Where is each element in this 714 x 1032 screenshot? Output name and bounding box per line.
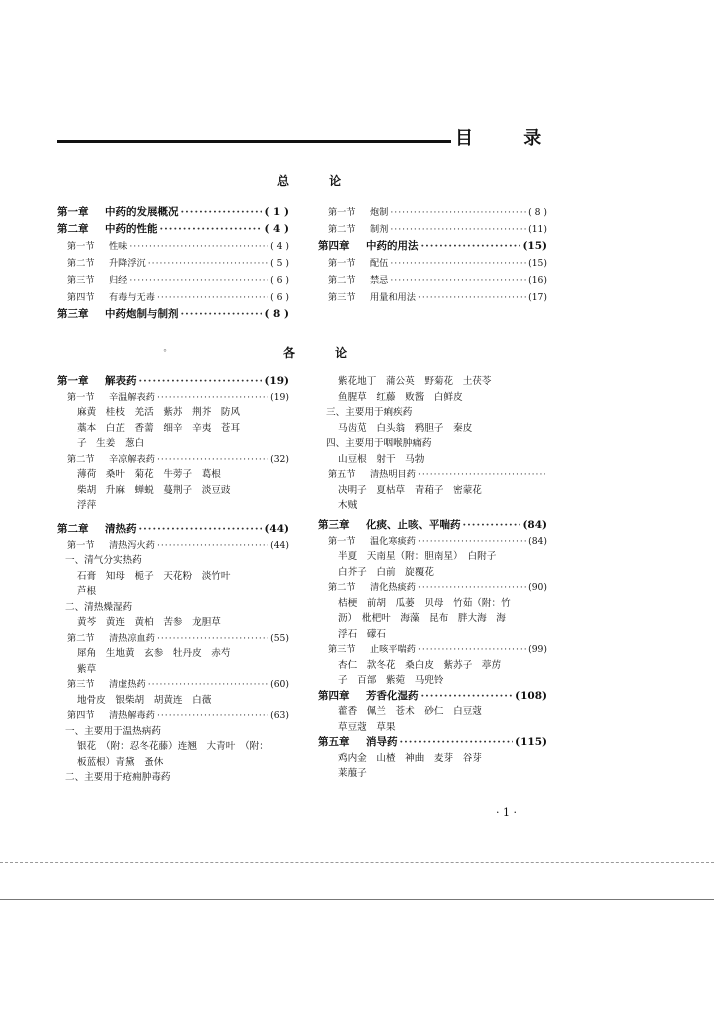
toc-specific-right-lower [318,518,547,782]
subcategory-heading: 一、主要用于温热病药 [65,725,161,737]
herb-list-line: 柴胡 升麻 蝉蜕 蔓荆子 淡豆豉 [77,484,231,496]
entry-page: (84) [528,535,547,547]
toc-section-entry [318,289,547,306]
entry-title: 温化寒痰药 [370,535,416,547]
scan-speck: ° [163,348,167,357]
entry-number: 第三节 [328,292,356,303]
entry-page: (63) [270,710,289,721]
entry-page: ( 8 ) [264,308,289,320]
leader-dots [463,518,521,534]
herb-list-line: 紫草 [77,663,97,675]
leader-dots [418,467,545,483]
entry-number: 第四节 [67,710,95,721]
entry-number: 第三章 [57,308,89,320]
leader-dots [181,204,263,221]
entry-title: 解表药 [105,375,137,387]
entry-number: 第一节 [328,258,356,269]
entry-page: (55) [270,632,289,644]
entry-page: ( 4 ) [270,241,289,252]
entry-page: (99) [528,644,547,655]
footer-rule [0,899,714,900]
entry-page: (90) [528,582,547,593]
entry-number: 第二节 [67,258,95,269]
leader-dots [418,642,526,658]
herb-list-line: 浮石 礞石 [338,628,386,640]
page-number: · 1 · [496,806,517,819]
herb-list-line: 木贼 [338,500,358,511]
entry-title: 炮制 [370,207,389,218]
toc-chapter-entry [57,204,289,221]
herb-list-line: 子 生姜 葱白 [77,438,145,449]
leader-dots [148,677,268,693]
entry-number: 第三节 [67,275,95,286]
section-heading-specific: 各 论 [283,346,366,360]
leader-dots [157,452,268,468]
entry-title: 止咳平喘药 [370,644,416,655]
toc-chapter-entry [57,522,289,538]
toc-section-entry [57,272,289,289]
toc-section-entry [318,204,547,221]
header-rule [57,140,451,143]
toc-specific-left-lower [57,522,289,786]
entry-number: 第三节 [67,679,95,690]
entry-page: (19) [270,391,289,403]
entry-page: (44) [270,539,289,551]
herb-list-line: 草豆蔻 草果 [338,721,396,733]
entry-number: 第二节 [67,453,95,465]
entry-number: 第一节 [328,207,356,218]
subcategory-heading: 二、主要用于疮痈肿毒药 [65,772,171,783]
toc-chapter-entry [318,238,547,255]
entry-number: 第四章 [318,689,350,702]
toc-section-entry [57,390,289,406]
entry-title: 消导药 [366,736,398,748]
entry-title: 中药的发展概况 [105,206,179,218]
entry-page: (11) [528,224,547,235]
entry-page: ( 6 ) [270,292,289,303]
subcategory-heading: 三、主要用于痢疾药 [326,407,413,418]
leader-dots [418,580,526,596]
entry-number: 第二节 [328,582,356,593]
herb-list-line: 地骨皮 银柴胡 胡黄连 白薇 [77,694,212,706]
toc-specific-left-upper [57,374,289,514]
toc-section-entry [318,272,547,289]
entry-title: 禁忌 [370,275,389,286]
entry-page: (19) [264,375,289,387]
entry-number: 第一节 [67,241,95,252]
toc-chapter-entry [318,518,547,534]
subcategory-heading: 一、清气分实热药 [65,555,142,566]
leader-dots [421,689,514,705]
entry-number: 第一节 [67,391,95,403]
entry-page: (44) [264,523,289,535]
entry-page: (108) [515,689,547,702]
herb-list-line: 紫花地丁 蒲公英 野菊花 土茯苓 [338,376,492,387]
herb-list-line: 芦根 [77,586,97,597]
entry-page: (60) [270,679,289,690]
toc-section-entry [57,677,289,693]
footer-rule-dashed [0,862,714,863]
entry-title: 清热凉血药 [109,632,155,644]
leader-dots [129,238,268,255]
toc-chapter-entry [57,374,289,390]
herb-list-line: 浮萍 [77,500,97,511]
herb-list-line: 白芥子 白前 旋覆花 [338,566,434,578]
entry-page: (15) [522,240,547,252]
entry-title: 归经 [109,275,128,286]
entry-title: 性味 [109,241,128,252]
leader-dots [418,534,526,550]
toc-chapter-entry [318,735,547,751]
entry-title: 制剂 [370,224,389,235]
herb-list-line: 半夏 天南星（附：胆南星） 白附子 [338,551,497,562]
toc-section-entry [57,538,289,554]
entry-number: 第二章 [57,523,89,535]
herb-list-line: 银花 （附：忍冬花藤）连翘 大青叶 （附： [77,741,269,752]
entry-title: 化痰、止咳、平喘药 [366,519,461,531]
entry-number: 第三章 [318,519,350,531]
herb-list-line: 藁本 白芷 香薷 细辛 辛夷 苍耳 [77,422,241,434]
toc-section-entry [57,289,289,306]
subcategory-heading: 二、清热燥湿药 [65,601,133,613]
leader-dots [129,272,268,289]
herb-list-line: 犀角 生地黄 玄参 牡丹皮 赤芍 [77,648,231,659]
toc-chapter-entry [57,306,289,323]
entry-number: 第二节 [328,224,356,235]
entry-number: 第三节 [328,644,356,655]
entry-page: (32) [270,453,289,465]
entry-title: 辛温解表药 [109,391,155,403]
herb-list-line: 沥） 枇杷叶 海藻 昆布 胖大海 海 [338,613,506,624]
toc-chapter-entry [57,221,289,238]
toc-general-left [57,204,289,323]
entry-page: (16) [528,275,547,286]
subcategory-heading: 四、主要用于咽喉肿痛药 [326,438,432,449]
toc-section-entry [57,631,289,647]
leader-dots [181,306,263,323]
leader-dots [390,255,526,272]
herb-list-line: 藿香 佩兰 苍术 砂仁 白豆蔻 [338,706,482,717]
leader-dots [157,390,268,406]
entry-title: 升降浮沉 [109,258,146,269]
toc-section-entry [318,642,547,658]
herb-list-line: 桔梗 前胡 瓜蒌 贝母 竹茹（附：竹 [338,597,511,609]
leader-dots [157,289,268,306]
entry-number: 第一章 [57,375,89,387]
toc-chapter-entry [318,689,547,705]
leader-dots [139,374,263,390]
toc-section-entry [318,467,547,483]
toc-section-entry [318,255,547,272]
leader-dots [418,289,526,306]
leader-dots [157,631,268,647]
entry-page: ( 6 ) [270,275,289,286]
leader-dots [390,221,526,238]
page-title: 目 录 [455,128,564,149]
entry-title: 配伍 [370,258,389,269]
leader-dots [148,255,268,272]
herb-list-line: 薄荷 桑叶 菊花 牛蒡子 葛根 [77,469,221,480]
entry-title: 清热泻火药 [109,539,155,551]
entry-page: ( 4 ) [264,223,289,235]
entry-page: ( 1 ) [264,206,289,218]
leader-dots [139,522,263,538]
entry-number: 第五节 [328,469,356,480]
entry-number: 第一章 [57,206,89,218]
entry-title: 清化热痰药 [370,582,416,593]
toc-general-right [318,204,547,306]
entry-number: 第二章 [57,223,89,235]
entry-title: 辛凉解表药 [109,453,155,465]
herb-list-line: 板蓝根）青黛 蚤休 [77,756,164,768]
entry-title: 清热明目药 [370,469,416,480]
toc-section-entry [318,534,547,550]
leader-dots [160,221,263,238]
toc-section-entry [57,708,289,724]
entry-page: ( 8 ) [528,207,547,218]
herb-list-line: 黄芩 黄连 黄柏 苦参 龙胆草 [77,617,221,628]
leader-dots [390,204,526,221]
entry-page: (115) [515,736,547,748]
toc-section-entry [57,452,289,468]
entry-number: 第一节 [328,535,356,547]
entry-number: 第五章 [318,736,350,748]
leader-dots [421,238,521,255]
entry-number: 第二节 [67,632,95,644]
herb-list-line: 鸡内金 山楂 神曲 麦芽 谷芽 [338,752,482,764]
toc-section-entry [318,580,547,596]
herb-list-line: 杏仁 款冬花 桑白皮 紫苏子 葶苈 [338,659,502,671]
herb-list-line: 石膏 知母 栀子 天花粉 淡竹叶 [77,570,231,582]
entry-number: 第二节 [328,275,356,286]
entry-title: 芳香化湿药 [366,689,419,702]
entry-title: 有毒与无毒 [109,292,155,303]
herb-list-line: 麻黄 桂枝 羌活 紫苏 荆芥 防风 [77,407,241,418]
entry-title: 中药炮制与制剂 [105,308,179,320]
entry-number: 第一节 [67,539,95,551]
herb-list-line: 山豆根 射干 马勃 [338,453,425,465]
herb-list-line: 马齿苋 白头翁 鸦胆子 秦皮 [338,422,473,434]
leader-dots [400,735,514,751]
toc-section-entry [57,238,289,255]
entry-page: (17) [528,292,547,303]
leader-dots [157,538,268,554]
leader-dots [390,272,526,289]
entry-page: ( 5 ) [270,258,289,269]
toc-section-entry [318,221,547,238]
entry-title: 中药的性能 [105,223,158,235]
entry-title: 清热药 [105,523,137,535]
section-heading-general: 总 论 [277,174,360,188]
herb-list-line: 子 百部 紫菀 马兜铃 [338,675,444,686]
entry-title: 清虚热药 [109,679,146,690]
toc-section-entry [57,255,289,272]
entry-page: (84) [522,519,547,531]
herb-list-line: 决明子 夏枯草 青葙子 密蒙花 [338,484,482,496]
herb-list-line: 鱼腥草 红藤 败酱 白鲜皮 [338,391,463,403]
leader-dots [157,708,268,724]
entry-number: 第四章 [318,240,350,252]
toc-specific-right-upper [318,374,547,514]
entry-title: 中药的用法 [366,240,419,252]
entry-page: (15) [528,258,547,269]
entry-title: 用量和用法 [370,292,416,303]
entry-number: 第四节 [67,292,95,303]
herb-list-line: 莱菔子 [338,768,367,779]
entry-title: 清热解毒药 [109,710,155,721]
